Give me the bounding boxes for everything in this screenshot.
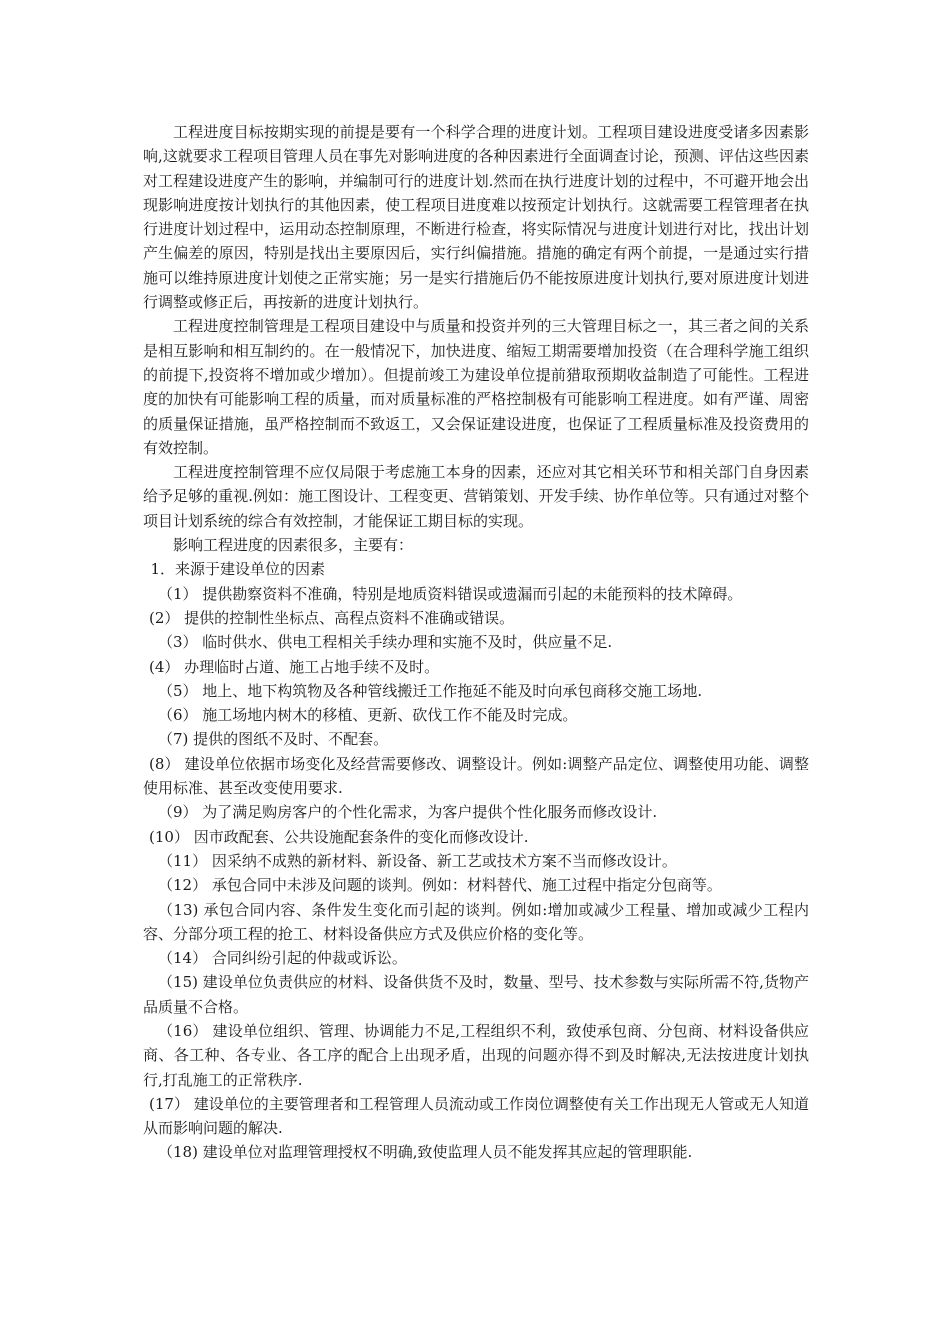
- paragraph-progress-control: 工程进度控制管理是工程项目建设中与质量和投资并列的三大管理目标之一，其三者之间的关系是相互影响和相互制约的。在一般情况下，加快进度、缩短工期需要增加投资（在合理科学施工组织的前提下,投资将不增加或少增加）。但提前竣工为建设单位提前猎取预期收益制造了可能性。工程进度的加快有可能影响工程的质量，而对质量标准的严格控制极有可能影响工程进度。如有严谨、周密的质量保证措施，虽严格控制而不致返工，又会保证建设进度，也保证了工程质量标准及投资费用的有效控制。: [143, 317, 809, 457]
- paragraph-related-factors: 工程进度控制管理不应仅局限于考虑施工本身的因素，还应对其它相关环节和相关部门自身因素给予足够的重视.例如：施工图设计、工程变更、营销策划、开发手续、协作单位等。只有通过对整个项目计划系统的综合有效控制，才能保证工期目标的实现。: [143, 463, 809, 530]
- paragraph-progress-plan: 工程进度目标按期实现的前提是要有一个科学合理的进度计划。工程项目建设进度受诸多因素影响,这就要求工程项目管理人员在事先对影响进度的各种因素进行全面调查讨论，预测、评估这些因素对工程建设进度产生的影响，并编制可行的进度计划.然而在执行进度计划的过程中，不可避开地会出现影响进度按计划执行的其他因素，使工程项目进度难以按预定计划执行。这就需要工程管理者在执行进度计划过程中，运用动态控制原理，不断进行检查，将实际情况与进度计划进行对比，找出计划产生偏差的原因，特别是找出主要原因后，实行纠偏措施。措施的确定有两个前提，一是通过实行措施可以维持原进度计划使之正常实施；另一是实行措施后仍不能按原进度计划执行,要对原进度计划进行调整或修正后，再按新的进度计划执行。: [143, 123, 809, 312]
- list-item: （18) 建设单位对监理管理授权不明确,致使监理人员不能发挥其应起的管理职能.: [158, 1143, 693, 1162]
- list-item: （5） 地上、地下构筑物及各种管线搬迁工作拖延不能及时向承包商移交施工场地.: [158, 681, 703, 700]
- list-item: （9） 为了满足购房客户的个性化需求，为客户提供个性化服务而修改设计.: [158, 803, 658, 822]
- list-item: (17） 建设单位的主要管理者和工程管理人员流动或工作岗位调整使有关工作出现无人管或无人知道从而影响问题的解决.: [143, 1094, 809, 1138]
- paragraph-factors-intro: 影响工程进度的因素很多，主要有：: [173, 536, 414, 555]
- list-item: (8） 建设单位依据市场变化及经营需要修改、调整设计。例如:调整产品定位、调整使用功能、调整使用标准、甚至改变使用要求.: [143, 754, 809, 798]
- list-item: （1） 提供勘察资料不准确，特别是地质资料错误或遗漏而引起的未能预料的技术障碍。: [158, 584, 743, 603]
- list-item: （13) 承包合同内容、条件发生变化而引起的谈判。例如:增加或减少工程量、增加或减少工程内容、分部分项工程的抢工、材料设备供应方式及供应价格的变化等。: [143, 900, 809, 943]
- list-item: (4） 办理临时占道、施工占地手续不及时。: [149, 657, 440, 676]
- list-item: （12） 承包合同中未涉及问题的谈判。例如：材料替代、施工过程中指定分包商等。: [158, 876, 722, 895]
- list-item: (2） 提供的控制性坐标点、高程点资料不准确或错误。: [149, 608, 515, 627]
- list-item: （3） 临时供水、供电工程相关手续办理和实施不及时，供应量不足.: [158, 633, 613, 652]
- section-heading: 1．来源于建设单位的因素: [150, 560, 326, 579]
- list-item: （11） 因采纳不成熟的新材料、新设备、新工艺或技术方案不当而修改设计。: [158, 851, 677, 870]
- list-item: (10） 因市政配套、公共设施配套条件的变化而修改设计.: [149, 827, 529, 846]
- list-item: （16） 建设单位组织、管理、协调能力不足,工程组织不利，致使承包商、分包商、材料设备供应商、各工种、各专业、各工序的配合上出现矛盾，出现的问题亦得不到及时解决,无法按进度计划执行,打乱施工的正常秩序.: [143, 1021, 809, 1089]
- list-item: （6） 施工场地内树木的移植、更新、砍伐工作不能及时完成。: [158, 706, 578, 725]
- list-item: （14） 合同纠纷引起的仲裁或诉讼。: [158, 949, 407, 968]
- list-item: （15) 建设单位负责供应的材料、设备供货不及时，数量、型号、技术参数与实际所需不符,货物产品质量不合格。: [143, 973, 809, 1016]
- list-item: （7) 提供的图纸不及时、不配套。: [158, 730, 389, 749]
- document-body: [143, 120, 809, 1165]
